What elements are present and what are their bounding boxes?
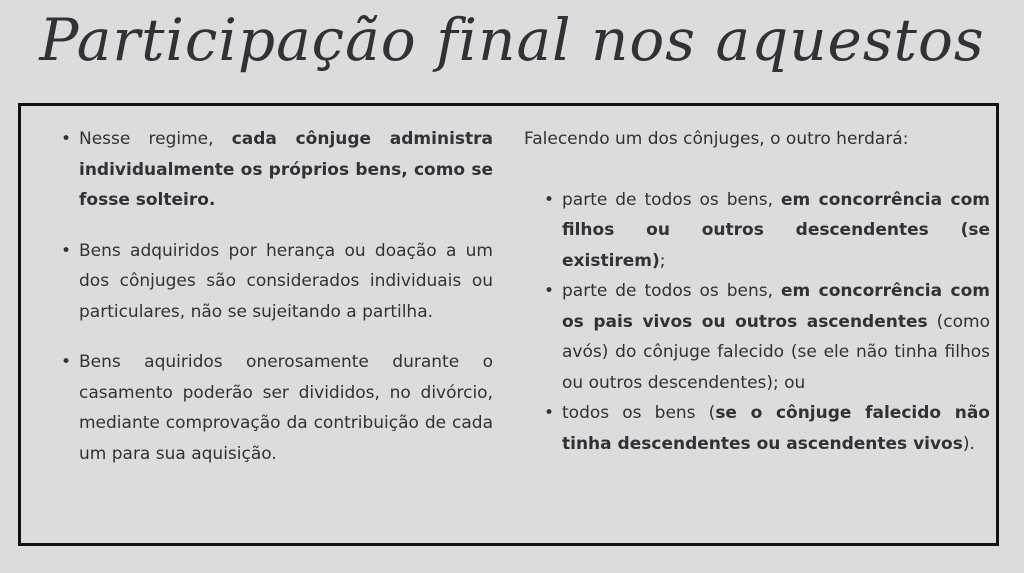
item-text-bold: se o cônjuge falecido não tinha descendentes ou ascendentes vivos bbox=[562, 403, 990, 454]
list-item-inherited-goods bbox=[61, 236, 493, 328]
item-text-bold: cada cônjuge administra individualmente os próprios bens, como se fosse solteiro. bbox=[79, 129, 493, 210]
item-text-normal: parte de todos os bens, bbox=[562, 189, 781, 210]
list-item-regime-administration bbox=[61, 124, 493, 216]
page-title: Participação final nos aquestos bbox=[39, 6, 985, 74]
item-text: Bens adquiridos por herança ou doação a um dos cônjuges são considerados individuais ou particulares, não se sujeitando a partilha. bbox=[79, 240, 493, 322]
right-column-intro: Falecendo um dos cônjuges, o outro herdará: bbox=[524, 129, 909, 149]
item-text-tail: ). bbox=[962, 433, 975, 454]
inheritance-list bbox=[524, 185, 990, 460]
list-item-all-goods bbox=[544, 398, 990, 459]
item-text-normal: parte de todos os bens, bbox=[562, 281, 781, 301]
item-text: Bens aquiridos onerosamente durante o casamento poderão ser divididos, no divórcio, mediante comprovação da contribuição de cada um para sua aquisição. bbox=[79, 352, 493, 464]
item-text-tail: ; bbox=[659, 250, 666, 271]
left-column bbox=[61, 124, 493, 469]
list-item-descendants bbox=[544, 185, 990, 277]
item-text-tail: (como avós) do cônjuge falecido (se ele não tinha filhos ou outros descendentes); ou bbox=[562, 311, 990, 393]
list-item-acquired-goods bbox=[61, 347, 493, 469]
item-text-normal: todos os bens ( bbox=[562, 403, 716, 423]
item-text-bold: em concorrência com filhos ou outros descendentes (se existirem) bbox=[562, 189, 990, 271]
item-text-bold: em concorrência com os pais vivos ou outros ascendentes bbox=[562, 281, 990, 332]
content-frame bbox=[18, 103, 999, 546]
item-text-normal: Nesse regime, bbox=[79, 129, 232, 149]
right-column bbox=[524, 124, 990, 459]
list-item-ascendants bbox=[544, 276, 990, 398]
